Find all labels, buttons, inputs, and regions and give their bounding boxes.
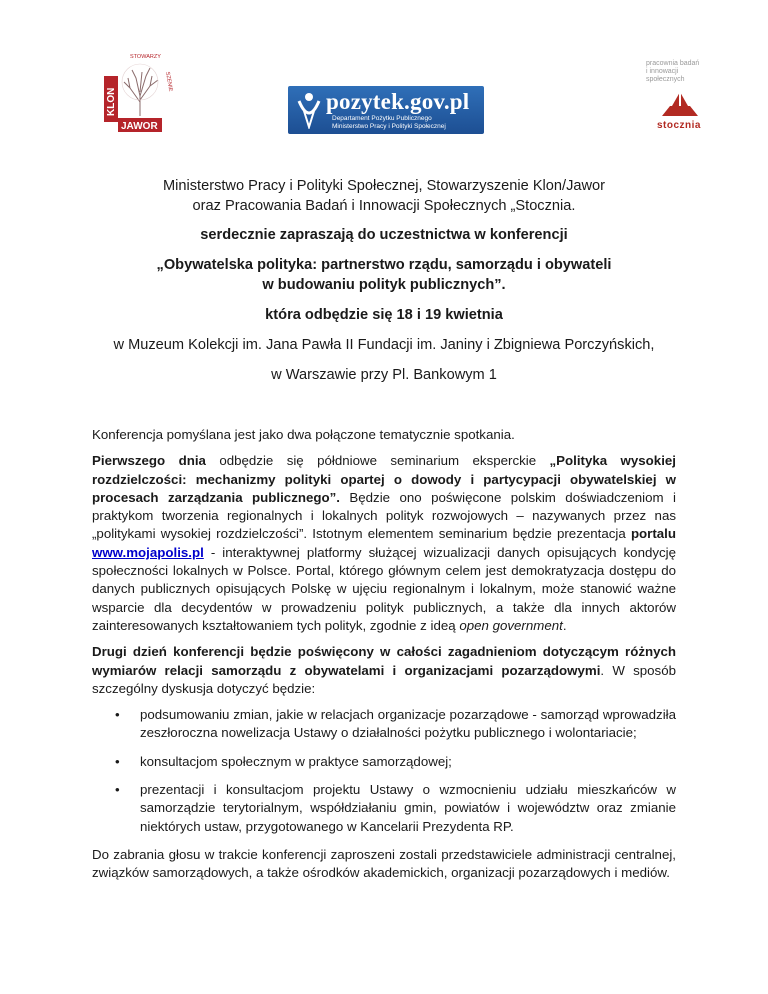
pozytek-ministry: Ministerstwo Pracy i Polityki Społecznej (332, 123, 446, 130)
bullet-icon: • (115, 753, 120, 769)
stocznia-word: stocznia (656, 120, 701, 131)
pozytek-figure-icon (296, 91, 322, 129)
day-one-end: . (562, 617, 567, 633)
list-item-text: podsumowaniu zmian, jakie w relacjach organizacje pozarządowe - samorząd wprowadziła zeszłoroczna nowelizacja Ustawy o działalności pożytku publicznego i wolontariacie; (140, 707, 676, 741)
invitation-line: serdecznie zapraszają do uczestnictwa w konferencji (200, 227, 568, 243)
stocznia-tagline (646, 60, 699, 84)
svg-text:SZENIE: SZENIE (164, 71, 174, 92)
day-one-paragraph (92, 452, 676, 635)
list-item-text: prezentacji i konsultacjom projektu Ustawy o wzmocnieniu udziału mieszkańców w samorządzie terytorialnym, współdziałaniu gmin, powiatów i województw oraz zmianie niektórych ustaw, przygotowanego w Kancelarii Prezydenta RP. (140, 782, 676, 834)
svg-text:STOWARZY: STOWARZY (130, 54, 161, 60)
pozytek-department: Departament Pożytku Publicznego (332, 115, 432, 122)
mojapolis-link[interactable]: www.mojapolis.pl (92, 544, 204, 560)
svg-text:KLON: KLON (106, 87, 117, 116)
day-two-rest: . W sposób szczególny dyskusja dotyczyć będzie: (92, 662, 676, 696)
svg-text:JAWOR: JAWOR (121, 121, 158, 132)
day-one-text-a: odbędzie się półdniowe seminarium eksperckie (205, 453, 550, 469)
pozytek-gov-logo (288, 86, 484, 134)
conference-venue: w Muzeum Kolekcji im. Jana Pawła II Fundacji im. Janiny i Zbigniewa Porczyńskich, (113, 337, 655, 353)
list-item-text: konsultacjom społecznym w praktyce samorządowej; (140, 753, 452, 769)
klon-jawor-logo-graphic (96, 52, 192, 134)
conference-title (60, 255, 708, 295)
open-government-term: open government (459, 617, 563, 633)
day-one-text-b: Będzie ono poświęcone polskim doświadczeniom i praktykom tworzenia regionalnych i lokalnych polityk rozwojowych – nazywanych przez nas „politykami wysokiej rozdzielczości”. Istotnym elementem seminarium będzie prezentacja (92, 489, 676, 542)
day-two-lead: Drugi dzień konferencji będzie poświęcony w całości zagadnieniom dotyczącym różnych wymiarów relacji samorządu z obywatelami i organizacjami pozarządowymi (92, 644, 676, 678)
list-item (92, 781, 676, 836)
conference-date: która odbędzie się 18 i 19 kwietnia (265, 307, 503, 323)
conference-address: w Warszawie przy Pl. Bankowym 1 (271, 367, 497, 383)
conference-title-line-1: „Obywatelska polityka: partnerstwo rządu, samorządu i obywateli (156, 257, 612, 273)
discussion-topics-list (92, 706, 676, 836)
day-two-paragraph (92, 643, 676, 698)
document-body (92, 426, 676, 891)
bullet-icon: • (115, 782, 120, 798)
klon-jawor-logo (96, 52, 192, 134)
conference-title-line-2: w budowaniu polityk publicznych”. (262, 277, 506, 293)
list-item (92, 753, 676, 771)
list-item (92, 706, 676, 743)
stocznia-logo (646, 60, 712, 135)
invitation-header (60, 176, 708, 385)
stocznia-ship-icon (660, 90, 700, 118)
organizers-line-2: oraz Pracowania Badań i Innowacji Społecznych „Stocznia. (192, 198, 576, 214)
pozytek-name: pozytek.gov.pl (326, 89, 470, 114)
logo-strip (0, 0, 768, 150)
portal-label: portalu (630, 526, 676, 542)
day-one-lead: Pierwszego dnia (92, 453, 206, 469)
stocznia-tagline-line: i innowacji (646, 68, 679, 75)
bullet-icon: • (115, 707, 120, 723)
organizers-line-1: Ministerstwo Pracy i Polityki Społecznej, Stowarzyszenie Klon/Jawor (162, 178, 606, 194)
day-one-text-c: - interaktywnej platformy służącej wizualizacji danych opisujących kondycję społeczności lokalnych w Polsce. Portal, którego głównym celem jest demokratyzacja dostępu do danych publicznych opisujących Polskę w ujęciu regionalnym i lokalnym, może stanowić ważne wsparcie dla decydentów w prowadzeniu polityk publicznych, a także dla innych aktorów zainteresowanych kształtowaniem tych polityk, zgodnie z ideą (92, 544, 676, 633)
stocznia-tagline-line: pracownia badań (646, 60, 700, 67)
speakers-paragraph: Do zabrania głosu w trakcie konferencji zaproszeni zostali przedstawiciele administracji centralnej, związków samorządowych, a także ośrodków akademickich, organizacji pozarządowych i mediów. (92, 846, 676, 881)
intro-paragraph: Konferencja pomyślana jest jako dwa połączone tematycznie spotkania. (92, 427, 515, 442)
seminar-title: „Polityka wysokiej rozdzielczości: mechanizmy polityki opartej o dowody i partycypacji obywatelskiej w procesach zarządzania publicznego”. (92, 453, 676, 505)
stocznia-tagline-line: społecznych (646, 76, 685, 83)
